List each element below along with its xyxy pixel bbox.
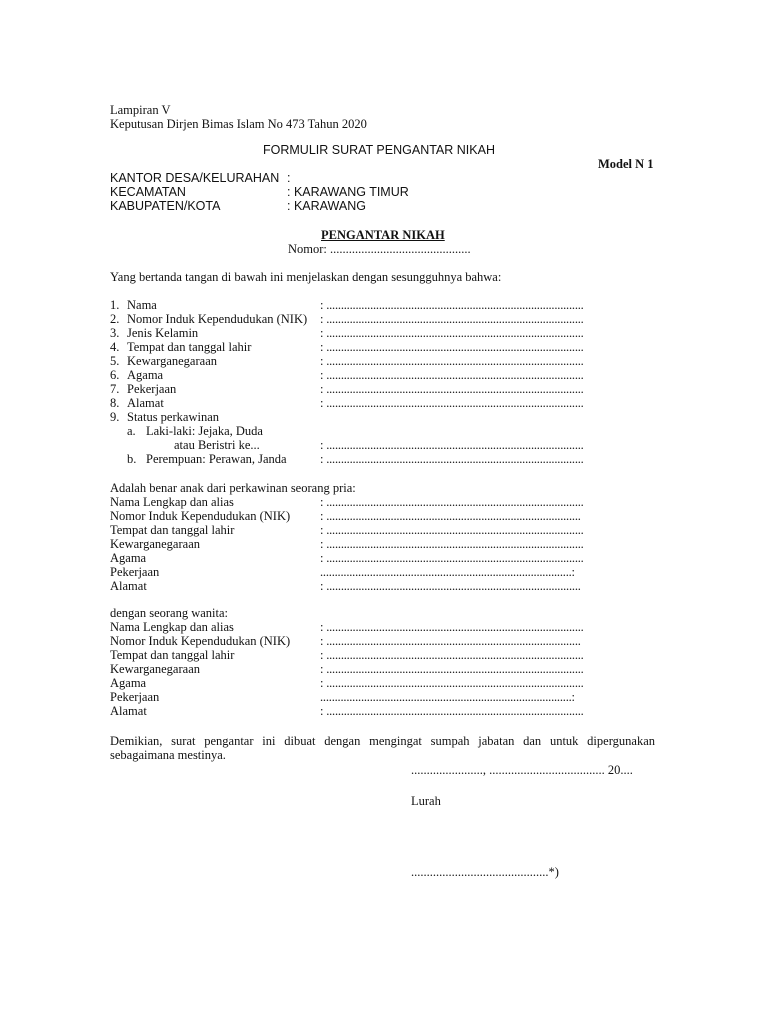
item-label: Agama bbox=[127, 368, 164, 382]
item-label: Kewarganegaraan bbox=[110, 537, 200, 551]
item-number: 9. bbox=[110, 410, 120, 424]
item-number: 7. bbox=[110, 382, 120, 396]
status-a-label-cont: atau Beristri ke... bbox=[174, 438, 260, 452]
item-value: ......................................................................................: bbox=[320, 690, 575, 704]
keputusan-label: Keputusan Dirjen Bimas Islam No 473 Tahun 2020 bbox=[110, 117, 367, 131]
item-label: Nama Lengkap dan alias bbox=[110, 495, 234, 509]
item-value: : ........................................................................................ bbox=[320, 537, 584, 551]
item-value: : ........................................................................................ bbox=[320, 648, 584, 662]
item-label: Status perkawinan bbox=[127, 410, 219, 424]
form-title: FORMULIR SURAT PENGANTAR NIKAH bbox=[263, 143, 495, 157]
item-value: ......................................................................................: bbox=[320, 565, 575, 579]
item-value: : ........................................................................................ bbox=[320, 312, 584, 326]
item-label: Tempat dan tanggal lahir bbox=[110, 523, 235, 537]
kecamatan-value: : KARAWANG TIMUR bbox=[287, 185, 409, 199]
item-number: 2. bbox=[110, 312, 120, 326]
item-label: Kewarganegaraan bbox=[127, 354, 217, 368]
item-label: Kewarganegaraan bbox=[110, 662, 200, 676]
item-value: : ....................................................................................... bbox=[320, 509, 581, 523]
item-value: : ........................................................................................ bbox=[320, 620, 584, 634]
item-number: 1. bbox=[110, 298, 120, 312]
item-value: : ........................................................................................ bbox=[320, 523, 584, 537]
item-value: : ........................................................................................ bbox=[320, 326, 584, 340]
item-value: : ........................................................................................ bbox=[320, 551, 584, 565]
item-value: : ........................................................................................ bbox=[320, 298, 584, 312]
item-label: Tempat dan tanggal lahir bbox=[127, 340, 252, 354]
item-number: 4. bbox=[110, 340, 120, 354]
item-value: : ........................................................................................ bbox=[320, 396, 584, 410]
status-a-value: : ........................................................................................ bbox=[320, 438, 584, 452]
item-number: 3. bbox=[110, 326, 120, 340]
desa-label: KANTOR DESA/KELURAHAN bbox=[110, 171, 280, 185]
item-value: : ........................................................................................ bbox=[320, 368, 584, 382]
item-label: Agama bbox=[110, 676, 147, 690]
kabupaten-label: KABUPATEN/KOTA bbox=[110, 199, 221, 213]
item-label: Alamat bbox=[127, 396, 164, 410]
item-label: Nomor Induk Kependudukan (NIK) bbox=[127, 312, 308, 326]
document-title: PENGANTAR NIKAH bbox=[321, 228, 445, 242]
item-value: : ........................................................................................ bbox=[320, 495, 584, 509]
item-value: : ........................................................................................ bbox=[320, 704, 584, 718]
item-label: Agama bbox=[110, 551, 147, 565]
item-label: Pekerjaan bbox=[110, 690, 160, 704]
item-label: Pekerjaan bbox=[110, 565, 160, 579]
item-label: Pekerjaan bbox=[127, 382, 177, 396]
item-label: Nama bbox=[127, 298, 157, 312]
status-b-letter: b. bbox=[127, 452, 137, 466]
item-label: Alamat bbox=[110, 704, 147, 718]
item-label: Jenis Kelamin bbox=[127, 326, 199, 340]
item-label: Tempat dan tanggal lahir bbox=[110, 648, 235, 662]
status-b-label: Perempuan: Perawan, Janda bbox=[146, 452, 287, 466]
closing-statement-line2: sebagaimana mestinya. bbox=[110, 748, 226, 762]
kabupaten-value: : KARAWANG bbox=[287, 199, 366, 213]
lampiran-label: Lampiran V bbox=[110, 103, 171, 117]
item-value: : ........................................................................................ bbox=[320, 340, 584, 354]
status-b-value: : ........................................................................................ bbox=[320, 452, 584, 466]
status-a-letter: a. bbox=[127, 424, 136, 438]
item-label: Nama Lengkap dan alias bbox=[110, 620, 234, 634]
date-line: ......................., ..................................... 20.... bbox=[411, 763, 633, 777]
item-value: : ........................................................................................ bbox=[320, 676, 584, 690]
lurah-label: Lurah bbox=[411, 794, 441, 808]
item-number: 6. bbox=[110, 368, 120, 382]
item-value: : ........................................................................................ bbox=[320, 354, 584, 368]
item-value: : ........................................................................................ bbox=[320, 662, 584, 676]
item-label: Nomor Induk Kependudukan (NIK) bbox=[110, 634, 291, 648]
signature-line: ............................................*) bbox=[411, 865, 559, 879]
item-label: Nomor Induk Kependudukan (NIK) bbox=[110, 509, 291, 523]
closing-statement-line1: Demikian, surat pengantar ini dibuat dengan mengingat sumpah jabatan dan untuk dipergunakan bbox=[110, 734, 655, 748]
father-heading: Adalah benar anak dari perkawinan seorang pria: bbox=[110, 481, 356, 495]
item-label: Alamat bbox=[110, 579, 147, 593]
mother-heading: dengan seorang wanita: bbox=[110, 606, 229, 620]
item-value: : ....................................................................................... bbox=[320, 634, 581, 648]
kecamatan-label: KECAMATAN bbox=[110, 185, 186, 199]
intro-text: Yang bertanda tangan di bawah ini menjelaskan dengan sesungguhnya bahwa: bbox=[110, 270, 502, 284]
item-number: 8. bbox=[110, 396, 120, 410]
item-value: : ....................................................................................... bbox=[320, 579, 581, 593]
item-value: : ........................................................................................ bbox=[320, 382, 584, 396]
desa-value: : bbox=[287, 171, 291, 185]
nomor-line: Nomor: ............................................. bbox=[288, 242, 471, 256]
item-number: 5. bbox=[110, 354, 120, 368]
status-a-label: Laki-laki: Jejaka, Duda bbox=[146, 424, 263, 438]
model-label: Model N 1 bbox=[598, 157, 654, 171]
